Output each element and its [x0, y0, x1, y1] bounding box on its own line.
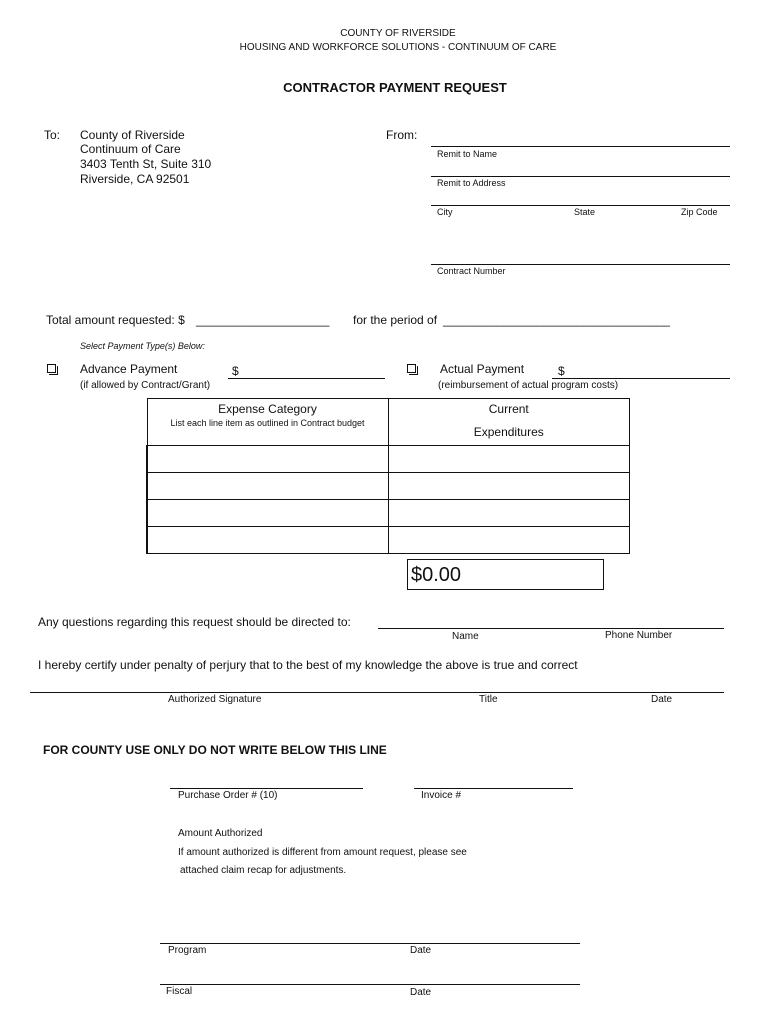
expense-category-subtitle: List each line item as outlined in Contract budget [170, 418, 365, 428]
period-label: for the period of [353, 313, 438, 327]
payment-type-instruction: Select Payment Type(s) Below: [80, 341, 205, 351]
advance-amount-line[interactable] [228, 378, 385, 379]
fiscal-date-label: Date [410, 987, 432, 998]
expense-table [146, 398, 630, 554]
invoice-label: Invoice # [421, 790, 462, 801]
expenditure-amount-cell[interactable] [388, 500, 630, 527]
to-line-2: Continuum of Care [80, 142, 181, 156]
period-blank[interactable]: __________________________________ [443, 313, 670, 327]
expense-category-cell[interactable] [147, 473, 388, 500]
contact-line[interactable] [378, 628, 724, 629]
table-row [147, 446, 630, 473]
amount-authorized-label: Amount Authorized [178, 828, 263, 839]
authorized-note-line-2: attached claim recap for adjustments. [180, 865, 347, 876]
actual-payment-note: (reimbursement of actual program costs) [438, 380, 619, 391]
actual-dollar-sign: $ [558, 364, 565, 378]
total-amount-blank[interactable]: ____________________ [196, 313, 330, 327]
to-line-1: County of Riverside [80, 128, 185, 142]
remit-name-label: Remit to Name [437, 149, 498, 159]
expense-category-title: Expense Category [218, 402, 317, 416]
table-row [147, 500, 630, 527]
state-label: State [574, 207, 596, 217]
contact-phone-label: Phone Number [605, 630, 673, 641]
invoice-line[interactable] [414, 788, 573, 789]
remit-address-label: Remit to Address [437, 178, 506, 188]
advance-payment-label: Advance Payment [80, 362, 178, 376]
table-row [147, 473, 630, 500]
program-date-label: Date [410, 945, 432, 956]
department-name: HOUSING AND WORKFORCE SOLUTIONS - CONTINUUM OF CARE [239, 42, 557, 53]
contract-number-line[interactable] [431, 264, 730, 265]
advance-dollar-sign: $ [232, 364, 239, 378]
fiscal-label: Fiscal [166, 986, 193, 997]
expense-category-header [147, 399, 388, 446]
county-name: COUNTY OF RIVERSIDE [340, 28, 456, 39]
purchase-order-label: Purchase Order # (10) [178, 790, 278, 801]
expenditure-amount-cell[interactable] [388, 473, 630, 500]
program-line[interactable] [160, 943, 580, 944]
expense-category-cell[interactable] [147, 527, 388, 554]
actual-amount-line[interactable] [552, 378, 730, 379]
remit-name-line[interactable] [431, 146, 730, 147]
advance-payment-note: (if allowed by Contract/Grant) [80, 380, 211, 391]
city-label: City [437, 207, 453, 217]
table-row [147, 527, 630, 554]
signature-title-label: Title [479, 694, 498, 705]
total-expenditures-box[interactable]: $0.00 [407, 559, 604, 590]
certify-text: I hereby certify under penalty of perjury that to the best of my knowledge the above is true and correct [38, 658, 578, 672]
current-header-title: Current [488, 402, 529, 416]
fiscal-line[interactable] [160, 984, 580, 985]
contact-name-label: Name [452, 631, 479, 642]
signature-date-label: Date [651, 694, 673, 705]
actual-payment-checkbox[interactable] [407, 364, 416, 373]
to-label: To: [44, 128, 61, 142]
questions-text: Any questions regarding this request should be directed to: [38, 615, 351, 629]
contract-number-label: Contract Number [437, 266, 506, 276]
expenditure-amount-cell[interactable] [388, 446, 630, 473]
expenditure-amount-cell[interactable] [388, 527, 630, 554]
city-state-zip-line[interactable] [431, 205, 730, 206]
authorized-note-line-1: If amount authorized is different from amount request, please see [178, 847, 467, 858]
current-expenditures-header [388, 399, 630, 446]
signature-line[interactable] [30, 692, 724, 693]
remit-address-line[interactable] [431, 176, 730, 177]
expense-category-cell[interactable] [147, 500, 388, 527]
total-amount-label: Total amount requested: $ [46, 313, 185, 327]
form-title: CONTRACTOR PAYMENT REQUEST [283, 80, 507, 95]
advance-payment-checkbox[interactable] [47, 364, 56, 373]
expense-category-cell[interactable] [147, 446, 388, 473]
signature-label: Authorized Signature [168, 694, 262, 705]
from-label: From: [386, 128, 418, 142]
to-line-3: 3403 Tenth St, Suite 310 [80, 157, 212, 171]
zip-label: Zip Code [681, 207, 718, 217]
county-use-heading: FOR COUNTY USE ONLY DO NOT WRITE BELOW THIS LINE [43, 743, 387, 757]
to-line-4: Riverside, CA 92501 [80, 172, 190, 186]
actual-payment-label: Actual Payment [440, 362, 525, 376]
program-label: Program [168, 945, 207, 956]
purchase-order-line[interactable] [170, 788, 363, 789]
expenditures-header-title: Expenditures [473, 425, 544, 439]
